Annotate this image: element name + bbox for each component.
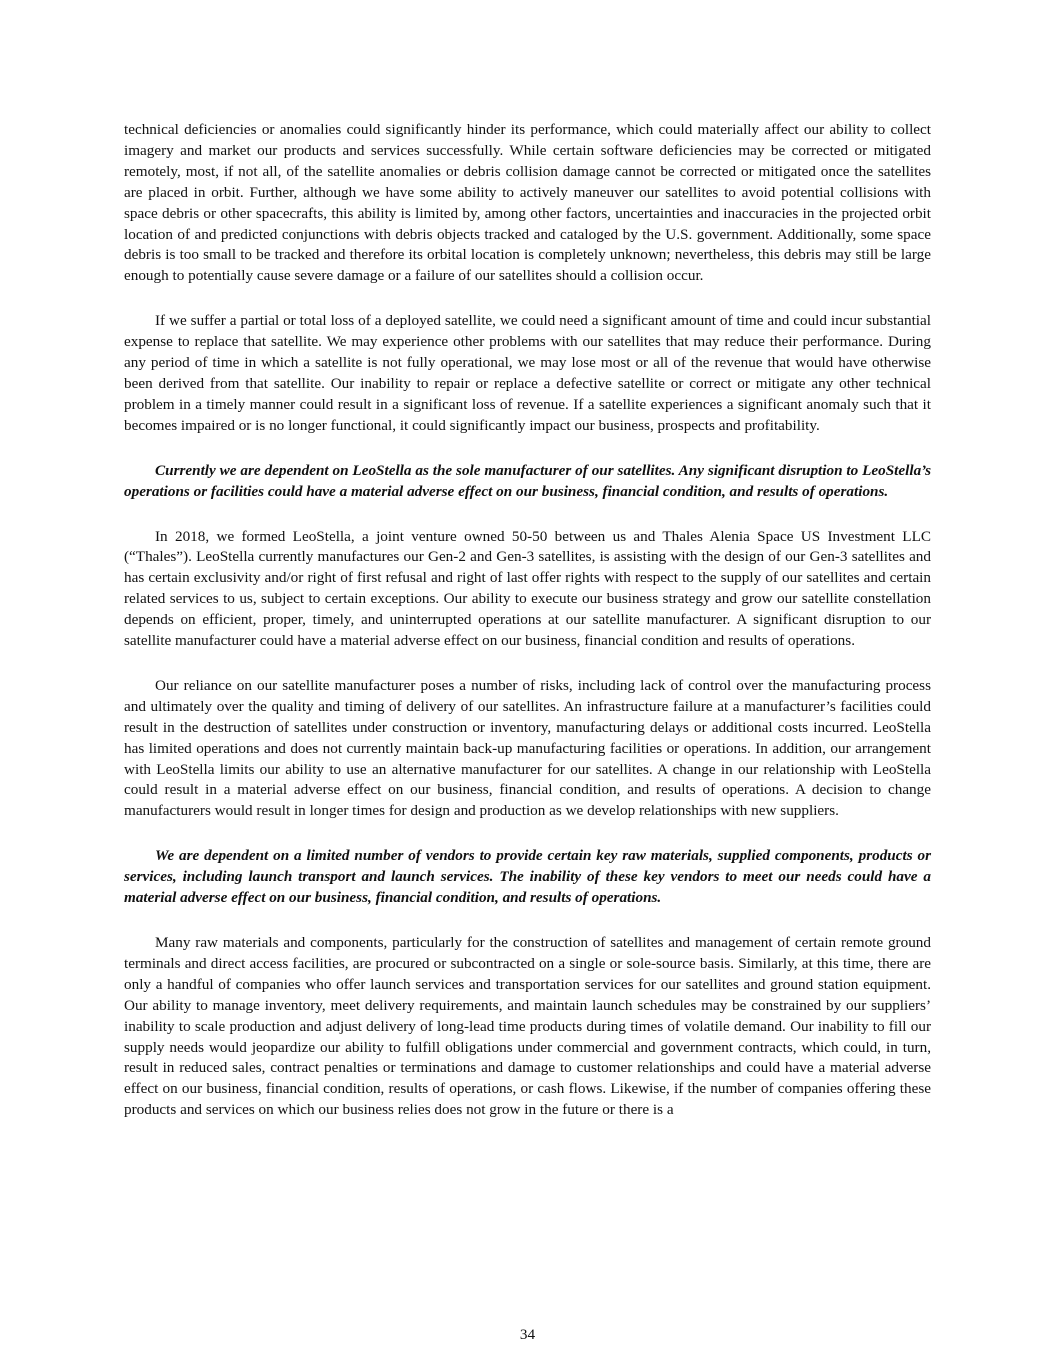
body-paragraph: If we suffer a partial or total loss of a deployed satellite, we could need a significant amount of time and could incur substantial expense to replace that satellite. We may experience other problems with our satellites that may reduce their performance. During any period of time in which a satellite is not fully operational, we may lose most or all of the revenue that would have otherwise been derived from that satellite. Our inability to repair or replace a defective satellite or correct or mitigate any other technical problem in a timely manner could result in a significant loss of revenue. If a satellite experiences a significant anomaly such that it becomes impaired or is no longer functional, it could significantly impact our business, prospects and profitability. [124, 312, 931, 434]
body-paragraph: In 2018, we formed LeoStella, a joint venture owned 50-50 between us and Thales Alenia Space US Investment LLC (“Thales”). LeoStella currently manufactures our Gen-2 and Gen-3 satellites, is assisting with the design of our Gen-3 satellites and has certain exclusivity and/or right of first refusal and right of last offer rights with respect to the supply of our satellites and certain related services to us, subject to certain exceptions. Our ability to execute our business strategy and grow our satellite constellation depends on efficient, proper, timely, and uninterrupted operations at our satellite manufacturer. A significant disruption to our satellite manufacturer could have a material adverse effect on our business, financial condition and results of operations. [124, 527, 931, 650]
body-paragraph: technical deficiencies or anomalies could significantly hinder its performance, which could materially affect our ability to collect imagery and market our products and services successfully. While certain software deficiencies may be corrected or mitigated remotely, most, if not all, of the satellite anomalies or debris collision damage cannot be corrected or mitigated once the satellites are placed in orbit. Further, although we have some ability to actively maneuver our satellites to avoid potential collisions with space debris or other spacecrafts, this ability is limited by, among other factors, uncertainties and inaccuracies in the projected orbit location of and predicted conjunctions with debris objects tracked and cataloged by the U.S. government. Additionally, some space debris is too small to be tracked and therefore its orbital location is completely unknown; nevertheless, this debris may still be large enough to potentially cause severe damage or a failure of our satellites should a collision occur. [124, 121, 931, 285]
page-number: 34 [519, 1326, 536, 1343]
page-body [124, 120, 931, 1145]
risk-factor-heading: Currently we are dependent on LeoStella as the sole manufacturer of our satellites. Any significant disruption to LeoStella’s operations or facilities could have a material adverse effect on our business, financial condition, and results of operations. [124, 461, 931, 500]
body-paragraph: Our reliance on our satellite manufacturer poses a number of risks, including lack of control over the manufacturing process and ultimately over the quality and timing of delivery of our satellites. An infrastructure failure at a manufacturer’s facilities could result in the destruction of satellites under construction or inventory, manufacturing delays or additional costs incurred. LeoStella has limited operations and does not currently maintain back-up manufacturing facilities or operations. In addition, our arrangement with LeoStella limits our ability to use an alternative manufacturer for our satellites. A change in our relationship with LeoStella could result in a material adverse effect on our business, financial condition, and results of operations. A decision to change manufacturers would result in longer times for design and production as we develop relationships with new suppliers. [124, 676, 931, 820]
body-paragraph: Many raw materials and components, particularly for the construction of satellites and management of certain remote ground terminals and direct access facilities, are procured or subcontracted on a single or sole-source basis. Similarly, at this time, there are only a handful of companies who offer launch services and transportation services for our satellites and ground station equipment. Our ability to manage inventory, meet delivery requirements, and maintain launch schedules may be constrained by our suppliers’ inability to scale production and adjust delivery of long-lead time products during times of volatile demand. Our inability to fill our supply needs would jeopardize our ability to fulfill obligations under commercial and government contracts, which could, in turn, result in reduced sales, contract penalties or terminations and damage to customer relationships and could have a material adverse effect on our business, financial condition, results of operations, or cash flows. Likewise, if the number of companies offering these products and services on which our business relies does not grow in the future or there is a [124, 934, 931, 1119]
risk-factor-heading: We are dependent on a limited number of vendors to provide certain key raw materials, supplied components, products or services, including launch transport and launch services. The inability of these key vendors to meet our needs could have a material adverse effect on our business, financial condition, and results of operations. [124, 847, 931, 907]
